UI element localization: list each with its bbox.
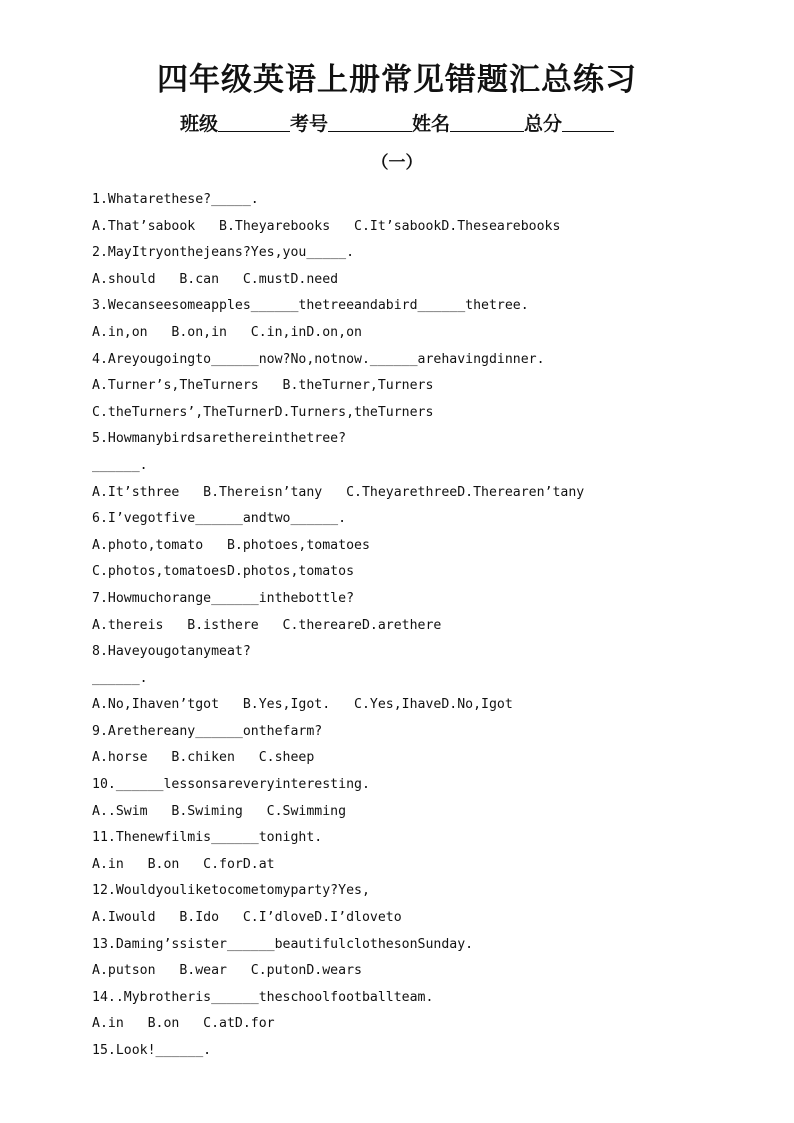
question-list [92,187,772,1065]
question-4-options-cont: C.theTurners’,TheTurnerD.Turners,theTurners [92,404,434,420]
exam-number-blank[interactable] [328,111,412,132]
exam-number-label: 考号 [289,113,328,135]
question-5-options: A.It’sthree B.Thereisn’tany C.TheyarethreeD.Therearen’tany [92,484,585,500]
question-11: 11.Thenewfilmis______tonight. [92,830,323,846]
question-5-blank: ______. [92,457,148,473]
question-10: 10.______lessonsareveryinteresting. [92,777,370,793]
question-10-options: A..Swim B.Swiming C.Swimming [92,803,347,819]
student-info-row [0,110,794,138]
question-3-options: A.in,on B.on,in C.in,inD.on,on [92,324,362,340]
class-blank[interactable] [218,111,290,132]
total-score-label: 总分 [524,113,563,135]
question-1-options: A.That’sabook B.Theyarebooks C.It’sabookD.Thesearebooks [92,218,561,234]
question-7-options: A.thereis B.isthere C.therearеD.arethere [92,617,442,633]
question-7: 7.Howmuchorange______inthebottle? [92,590,355,606]
question-3: 3.Wecanseesomeapples______thetreeandabird______thetree. [92,298,529,314]
question-1: 1.Whatarethese?_____. [92,192,259,207]
page-title: 四年级英语上册常见错题汇总练习 [157,62,637,98]
name-blank[interactable] [450,111,524,132]
question-14-options: A.in B.on C.atD.for [92,1016,275,1032]
question-15: 15.Look!______. [92,1043,212,1058]
name-label: 姓名 [412,113,451,135]
question-4-options: A.Turner’s,TheTurners B.theTurner,Turners [92,378,434,394]
question-9: 9.Arethereany______onthefarm? [92,723,323,739]
question-5: 5.Howmanybirdsarethereinthetree? [92,431,347,447]
total-score-blank[interactable] [562,111,614,132]
question-12-options: A.Iwould B.Ido C.I’dloveD.I’dloveto [92,910,402,926]
question-13-options: A.putson B.wear C.putonD.wears [92,963,362,979]
question-11-options: A.in B.on C.forD.at [92,856,275,872]
question-6-options: A.photo,tomato B.photoes,tomatoes [92,537,370,553]
question-6-options-cont: C.photos,tomatoesD.photos,tomatos [92,564,355,580]
question-9-options: A.horse B.chiken C.sheep [92,750,315,766]
question-14: 14..Mybrotheris______theschoolfootballteam. [92,989,434,1005]
question-8: 8.Haveyougotanymeat? [92,644,251,660]
question-13: 13.Daming’ssister______beautifulclothesonSunday. [92,936,474,952]
question-8-options: A.No,Ihaven’tgot B.Yes,Igot. C.Yes,IhaveD.No,Igot [92,697,513,713]
question-4: 4.Areyougoingto______now?No,notnow.______arehavingdinner. [92,351,545,367]
section-heading: （一） [371,153,423,173]
class-label: 班级 [179,113,218,135]
question-8-blank: ______. [92,670,148,686]
question-2: 2.MayItryonthejeans?Yes,you_____. [92,245,355,261]
question-2-options: A.should B.can C.mustD.need [92,271,339,287]
question-12: 12.Wouldyouliketocometomyparty?Yes, [92,883,370,899]
question-6: 6.I’vegotfive______andtwo______. [92,511,347,527]
